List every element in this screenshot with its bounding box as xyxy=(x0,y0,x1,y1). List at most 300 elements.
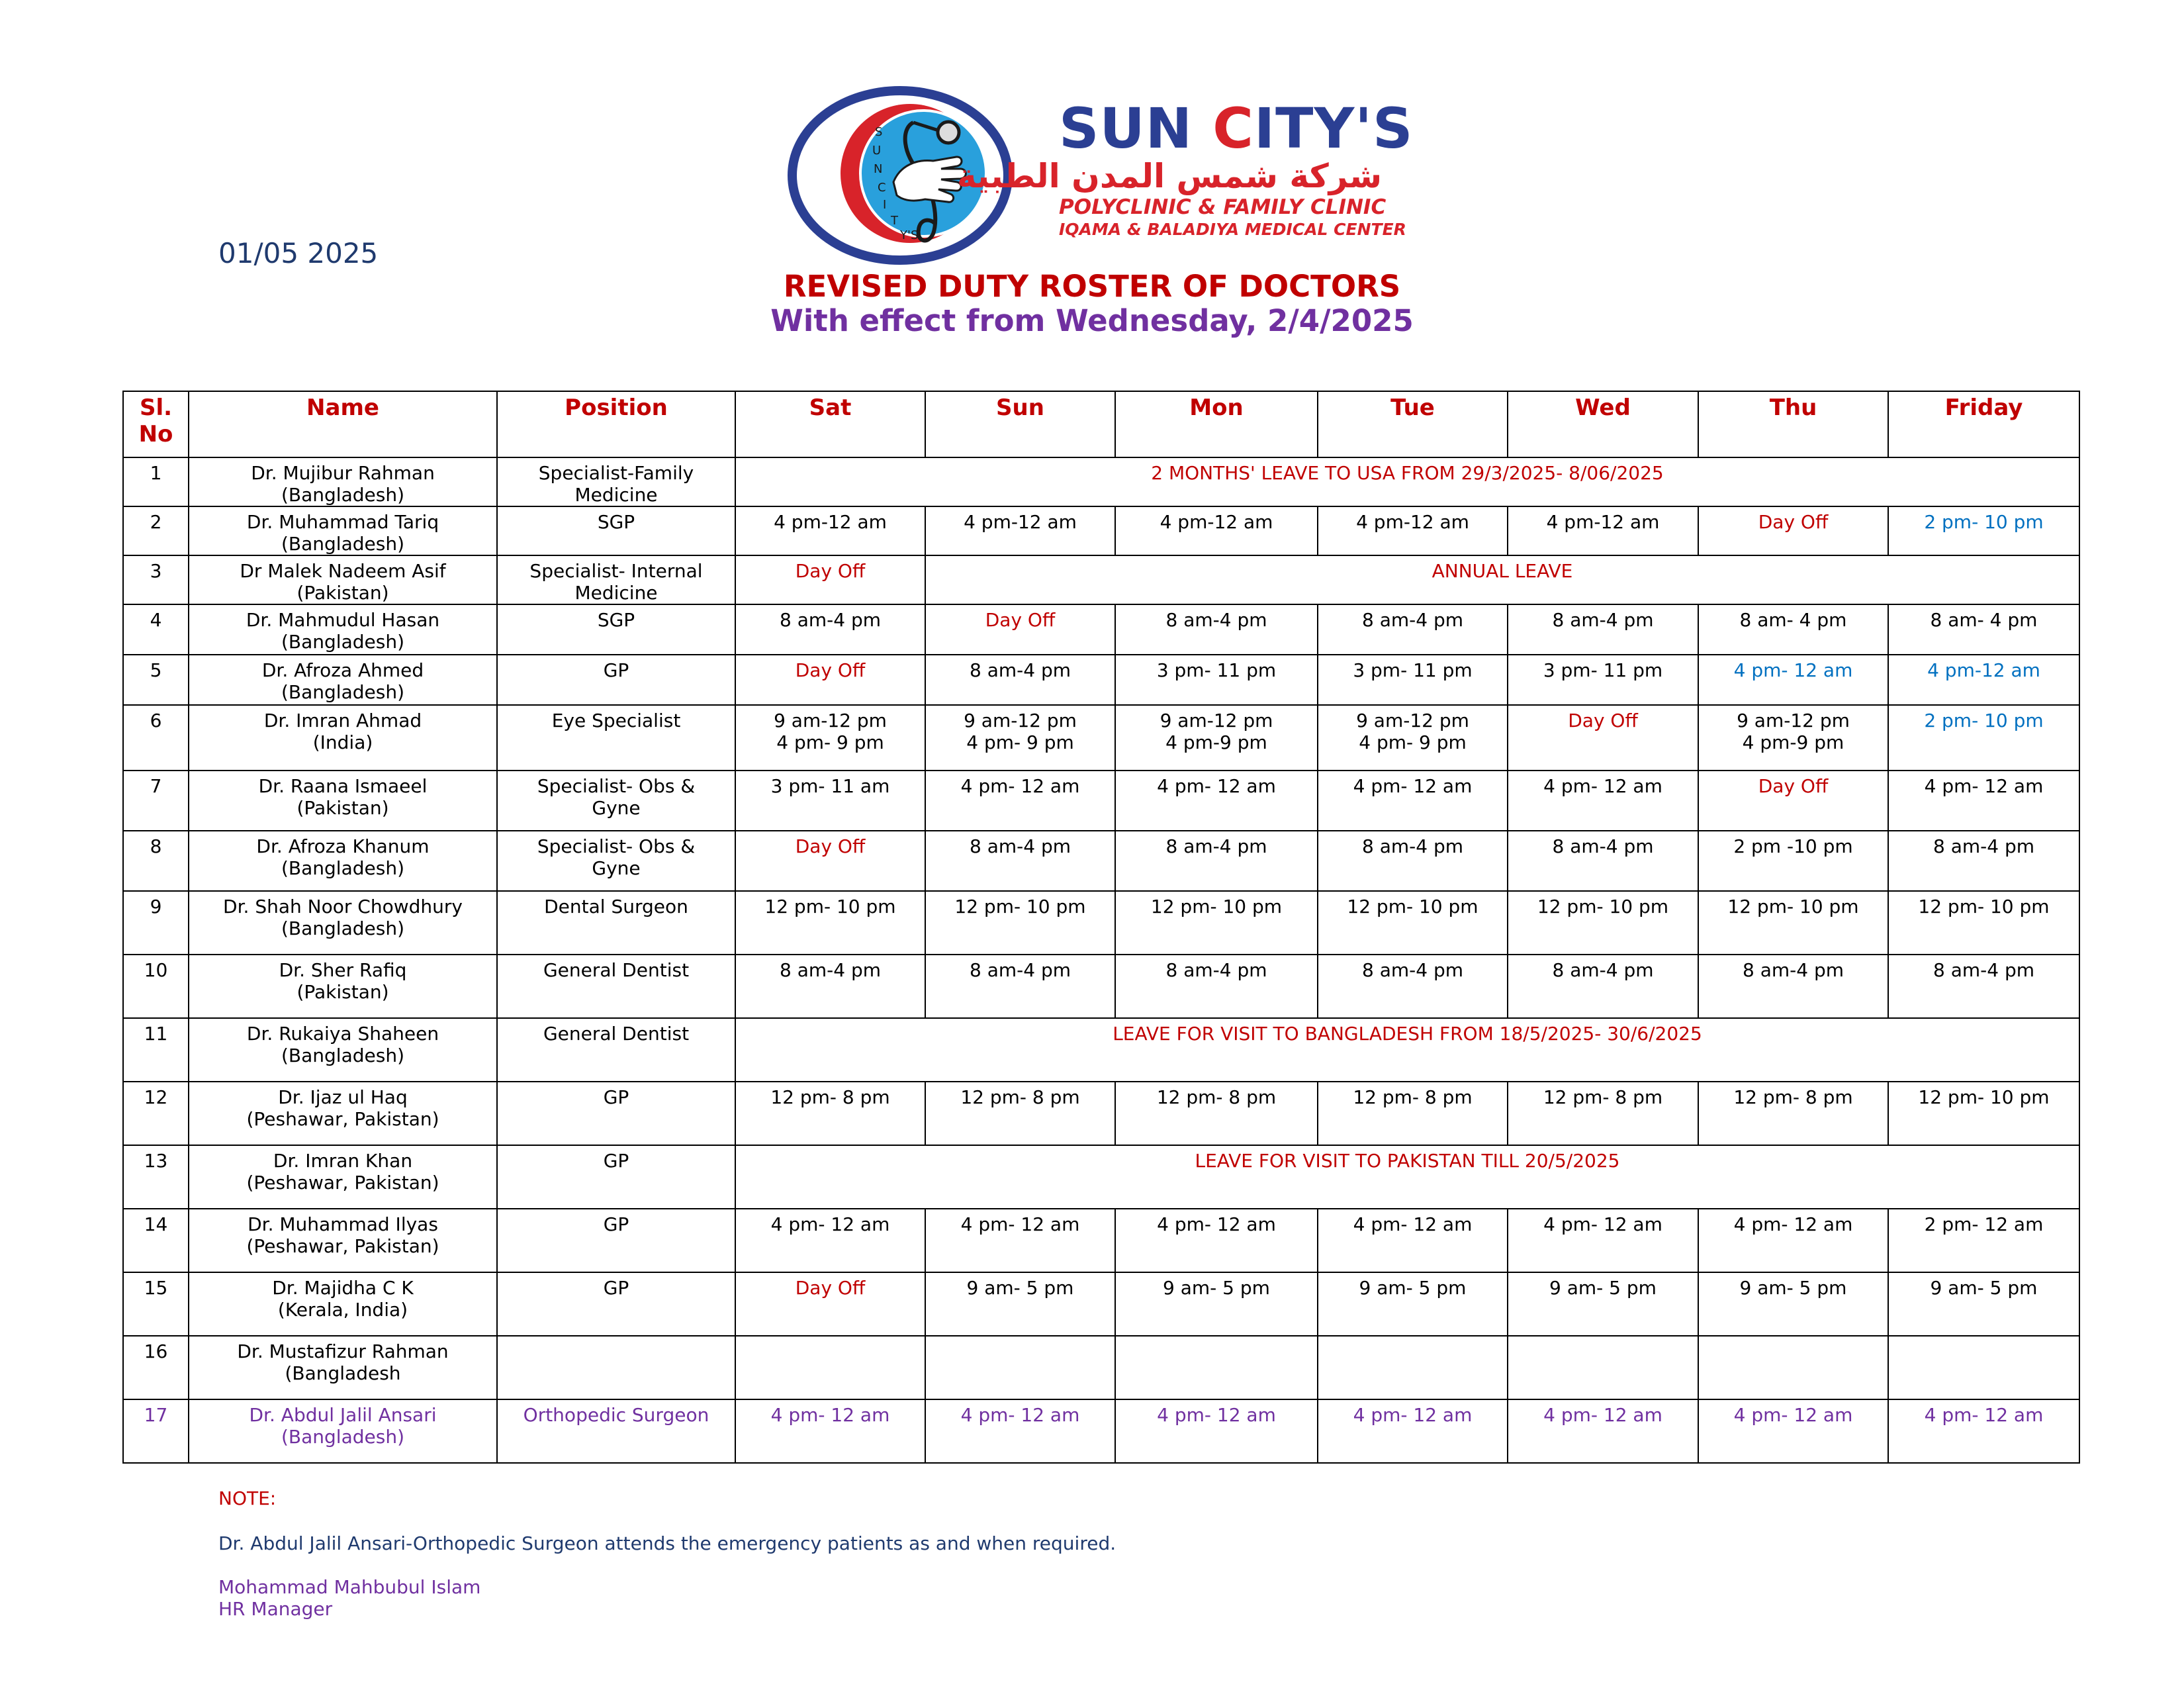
cell-position xyxy=(497,1399,735,1463)
column-header-label: Friday xyxy=(1944,395,2023,421)
column-header-name xyxy=(189,391,497,457)
cell-shift xyxy=(925,831,1115,891)
cell-text: 8 am-4 pm xyxy=(1165,835,1267,857)
cell-position xyxy=(497,604,735,655)
cell-text: Day Off xyxy=(985,609,1056,631)
cell-text: (Pakistan) xyxy=(296,797,389,819)
cell-shift xyxy=(735,1336,925,1399)
cell-position xyxy=(497,457,735,506)
cell-text: Dr. Sher Rafiq xyxy=(279,959,407,981)
cell-position xyxy=(497,555,735,604)
duty-roster-table xyxy=(122,391,2080,1464)
cell-text: LEAVE FOR VISIT TO BANGLADESH FROM 18/5/2025- 30/6/2025 xyxy=(1113,1023,1702,1045)
cell-shift xyxy=(1888,655,2079,705)
cell-text: GP xyxy=(603,659,629,681)
cell-shift xyxy=(735,1272,925,1336)
cell-shift xyxy=(925,655,1115,705)
cell-text: Specialist- Internal xyxy=(529,560,703,582)
cell-text: Dr. Muhammad Tariq xyxy=(246,511,439,533)
cell-text: 12 pm- 10 pm xyxy=(1727,896,1859,917)
cell-sl-no xyxy=(123,891,189,955)
cell-text: 12 pm- 8 pm xyxy=(770,1086,890,1108)
cell-position xyxy=(497,1272,735,1336)
cell-position xyxy=(497,1018,735,1082)
cell-shift xyxy=(1318,604,1508,655)
cell-text: 4 pm-9 pm xyxy=(1165,731,1267,753)
cell-shift xyxy=(1698,891,1888,955)
cell-text: 12 pm- 8 pm xyxy=(1353,1086,1473,1108)
cell-text: 2 pm- 12 am xyxy=(1924,1213,2044,1235)
table-row xyxy=(123,1082,2079,1145)
cell-shift xyxy=(1318,655,1508,705)
cell-doctor-name xyxy=(189,955,497,1018)
cell-shift xyxy=(1888,506,2079,555)
cell-text: 4 pm- 12 am xyxy=(960,1404,1080,1426)
cell-shift xyxy=(925,506,1115,555)
cell-text: Dr. Muhammad Ilyas xyxy=(248,1213,438,1235)
column-header-label: Sun xyxy=(996,395,1044,421)
cell-text: 4 pm- 12 am xyxy=(770,1213,890,1235)
table-row xyxy=(123,1145,2079,1209)
cell-text: 8 am-4 pm xyxy=(1933,959,2034,981)
cell-shift xyxy=(1698,1399,1888,1463)
cell-text: 13 xyxy=(144,1150,168,1172)
cell-text: Specialist- Obs & xyxy=(537,835,696,857)
cell-text: Medicine xyxy=(574,582,658,604)
cell-text: (Pakistan) xyxy=(296,981,389,1003)
emblem-letter: U xyxy=(872,144,882,158)
cell-text: Dr. Imran Khan xyxy=(273,1150,413,1172)
cell-text: 4 pm- 12 am xyxy=(1353,775,1473,797)
cell-text: Day Off xyxy=(795,835,866,857)
cell-shift xyxy=(1318,1082,1508,1145)
cell-text: 8 am-4 pm xyxy=(1552,835,1654,857)
cell-sl-no xyxy=(123,1145,189,1209)
cell-shift xyxy=(1508,955,1698,1018)
cell-text: 17 xyxy=(144,1404,168,1426)
cell-text: Dental Surgeon xyxy=(544,896,688,917)
cell-text: 4 pm- 12 am xyxy=(1733,1213,1853,1235)
cell-shift xyxy=(735,604,925,655)
cell-text: Day Off xyxy=(795,659,866,681)
cell-position xyxy=(497,506,735,555)
cell-text: Dr. Ijaz ul Haq xyxy=(278,1086,408,1108)
cell-text: 4 pm- 12 am xyxy=(960,775,1080,797)
cell-text: LEAVE FOR VISIT TO PAKISTAN TILL 20/5/2025 xyxy=(1195,1150,1620,1172)
cell-text: Gyne xyxy=(592,797,641,819)
cell-position xyxy=(497,1082,735,1145)
cell-doctor-name xyxy=(189,604,497,655)
cell-sl-no xyxy=(123,1209,189,1272)
cell-shift xyxy=(1698,1082,1888,1145)
cell-shift xyxy=(1698,831,1888,891)
column-header-position xyxy=(497,391,735,457)
cell-text: 8 am-4 pm xyxy=(1165,959,1267,981)
column-header-label: Mon xyxy=(1189,395,1244,421)
cell-text: 9 xyxy=(150,896,162,917)
brand-name-part1: SUN xyxy=(1059,96,1213,161)
cell-text: (Kerala, India) xyxy=(277,1299,408,1321)
table-row xyxy=(123,891,2079,955)
cell-text: 4 pm-12 am xyxy=(1927,659,2040,681)
cell-shift xyxy=(925,1082,1115,1145)
cell-text: 6 xyxy=(150,710,162,731)
cell-text: 14 xyxy=(144,1213,168,1235)
cell-text: (Pakistan) xyxy=(296,582,389,604)
cell-shift xyxy=(1508,1272,1698,1336)
cell-text: 4 pm- 9 pm xyxy=(776,731,884,753)
cell-shift xyxy=(1115,1082,1318,1145)
cell-shift xyxy=(735,655,925,705)
cell-shift xyxy=(1698,1272,1888,1336)
cell-text: Specialist- Obs & xyxy=(537,775,696,797)
cell-text: 3 xyxy=(150,560,162,582)
cell-text: 2 pm- 10 pm xyxy=(1924,710,2044,731)
cell-text: 4 pm- 12 am xyxy=(1733,1404,1853,1426)
cell-text: 12 pm- 10 pm xyxy=(954,896,1086,917)
cell-text: 3 pm- 11 pm xyxy=(1543,659,1663,681)
column-header-label: Sat xyxy=(809,395,852,421)
cell-text: (Bangladesh) xyxy=(281,917,404,939)
cell-text: Dr. Mujibur Rahman xyxy=(251,462,435,484)
cell-sl-no xyxy=(123,506,189,555)
cell-text: 8 am-4 pm xyxy=(1361,835,1463,857)
cell-shift xyxy=(1698,506,1888,555)
cell-text: 12 pm- 10 pm xyxy=(1918,1086,2050,1108)
cell-shift xyxy=(735,1082,925,1145)
cell-text: 8 am-4 pm xyxy=(779,959,881,981)
cell-shift xyxy=(1115,655,1318,705)
cell-shift xyxy=(735,831,925,891)
cell-text: 8 am-4 pm xyxy=(1933,835,2034,857)
emblem-letter: Y'S xyxy=(900,228,919,242)
cell-shift xyxy=(1318,1209,1508,1272)
cell-sl-no xyxy=(123,1018,189,1082)
cell-doctor-name xyxy=(189,1018,497,1082)
table-row xyxy=(123,1336,2079,1399)
cell-shift xyxy=(1508,506,1698,555)
cell-sl-no xyxy=(123,1336,189,1399)
cell-text: 4 pm-12 am xyxy=(774,511,887,533)
cell-shift xyxy=(1115,1399,1318,1463)
cell-text: 8 am-4 pm xyxy=(1552,959,1654,981)
cell-doctor-name xyxy=(189,1272,497,1336)
cell-shift xyxy=(1508,604,1698,655)
cell-text: ANNUAL LEAVE xyxy=(1432,560,1573,582)
cell-shift xyxy=(1508,705,1698,771)
cell-shift xyxy=(735,506,925,555)
table-row xyxy=(123,1399,2079,1463)
emblem-letter: C xyxy=(878,181,886,195)
cell-text: 9 am- 5 pm xyxy=(1549,1277,1657,1299)
cell-shift xyxy=(1115,604,1318,655)
cell-text: 9 am- 5 pm xyxy=(1163,1277,1270,1299)
emblem-letter: N xyxy=(874,162,883,176)
cell-sl-no xyxy=(123,655,189,705)
cell-text: 9 am-12 pm xyxy=(1160,710,1273,731)
cell-text: 8 am- 4 pm xyxy=(1739,609,1847,631)
cell-text: 4 pm-12 am xyxy=(964,511,1077,533)
brand-name xyxy=(1059,96,1414,161)
cell-doctor-name xyxy=(189,1336,497,1399)
cell-text: 2 pm -10 pm xyxy=(1733,835,1853,857)
cell-shift xyxy=(1318,705,1508,771)
cell-text: Dr. Afroza Ahmed xyxy=(261,659,424,681)
cell-shift xyxy=(1888,955,2079,1018)
cell-doctor-name xyxy=(189,506,497,555)
cell-shift xyxy=(925,1272,1115,1336)
cell-text: 8 am-4 pm xyxy=(1361,609,1463,631)
cell-shift xyxy=(1508,1082,1698,1145)
cell-text: 9 am- 5 pm xyxy=(966,1277,1074,1299)
cell-sl-no xyxy=(123,1082,189,1145)
table-row xyxy=(123,1018,2079,1082)
cell-text: 4 pm- 12 am xyxy=(1353,1404,1473,1426)
cell-text: Day Off xyxy=(795,1277,866,1299)
cell-text: 3 pm- 11 pm xyxy=(1156,659,1277,681)
brand-subtitle-polyclinic: POLYCLINIC & FAMILY CLINIC xyxy=(1059,195,1387,219)
cell-text: 16 xyxy=(144,1340,168,1362)
cell-shift xyxy=(1115,1336,1318,1399)
cell-shift xyxy=(1115,955,1318,1018)
cell-leave-notice xyxy=(735,457,2079,506)
cell-text: Dr. Imran Ahmad xyxy=(263,710,422,731)
brand-arabic-name: شركة شمس المدن الطبية xyxy=(956,157,1382,195)
table-row xyxy=(123,506,2079,555)
column-header-label: Wed xyxy=(1575,395,1631,421)
cell-text: 8 am-4 pm xyxy=(779,609,881,631)
cell-text: Dr. Mustafizur Rahman xyxy=(237,1340,449,1362)
cell-text: 4 pm- 12 am xyxy=(1924,775,2044,797)
cell-shift xyxy=(735,771,925,831)
cell-text: 4 pm- 12 am xyxy=(960,1213,1080,1235)
cell-shift xyxy=(1888,1336,2079,1399)
cell-shift xyxy=(1508,891,1698,955)
cell-doctor-name xyxy=(189,1145,497,1209)
cell-shift xyxy=(1115,771,1318,831)
duty-roster-body xyxy=(123,457,2079,1463)
cell-text: 9 am- 5 pm xyxy=(1359,1277,1467,1299)
cell-shift xyxy=(925,1209,1115,1272)
cell-text: 4 pm- 9 pm xyxy=(1359,731,1467,753)
cell-text: (Peshawar, Pakistan) xyxy=(246,1108,439,1130)
cell-text: 5 xyxy=(150,659,162,681)
cell-shift xyxy=(735,555,925,604)
cell-leave-notice xyxy=(925,555,2079,604)
cell-text: 12 pm- 10 pm xyxy=(764,896,896,917)
column-header-tue xyxy=(1318,391,1508,457)
document-subtitle: With effect from Wednesday, 2/4/2025 xyxy=(770,303,1414,338)
cell-shift xyxy=(735,1209,925,1272)
cell-text: (Bangladesh) xyxy=(281,533,404,555)
cell-text: 9 am-12 pm xyxy=(1356,710,1469,731)
cell-doctor-name xyxy=(189,831,497,891)
cell-text: 12 pm- 8 pm xyxy=(1156,1086,1277,1108)
cell-text: 9 am-12 pm xyxy=(774,710,887,731)
cell-text: Dr. Raana Ismaeel xyxy=(258,775,428,797)
cell-text: 9 am- 5 pm xyxy=(1739,1277,1847,1299)
cell-text: 4 pm-9 pm xyxy=(1742,731,1844,753)
cell-shift xyxy=(1508,831,1698,891)
cell-shift xyxy=(1508,655,1698,705)
table-row xyxy=(123,831,2079,891)
cell-text: (Bangladesh xyxy=(285,1362,401,1384)
column-header-label: Sl. No xyxy=(138,395,173,447)
cell-text: GP xyxy=(603,1213,629,1235)
cell-shift xyxy=(1888,1272,2079,1336)
cell-shift xyxy=(735,1399,925,1463)
table-row xyxy=(123,1272,2079,1336)
cell-doctor-name xyxy=(189,891,497,955)
cell-text: 8 am-4 pm xyxy=(969,835,1071,857)
cell-shift xyxy=(1888,1209,2079,1272)
table-row xyxy=(123,457,2079,506)
table-row xyxy=(123,1209,2079,1272)
column-header-wed xyxy=(1508,391,1698,457)
table-row xyxy=(123,955,2079,1018)
brand-name-part2: ITY'S xyxy=(1253,96,1414,161)
table-row xyxy=(123,555,2079,604)
cell-text: SGP xyxy=(597,511,635,533)
cell-shift xyxy=(1318,831,1508,891)
cell-text: Day Off xyxy=(1758,511,1829,533)
cell-shift xyxy=(1698,1336,1888,1399)
cell-text: 12 xyxy=(144,1086,168,1108)
cell-text: 4 pm- 12 am xyxy=(1157,1213,1276,1235)
cell-shift xyxy=(1508,1209,1698,1272)
emblem-letter: T xyxy=(891,214,898,228)
table-row xyxy=(123,604,2079,655)
cell-text: 4 pm-12 am xyxy=(1356,511,1469,533)
cell-shift xyxy=(1888,891,2079,955)
cell-shift xyxy=(1698,705,1888,771)
cell-text: GP xyxy=(603,1277,629,1299)
cell-text: Medicine xyxy=(574,484,658,506)
cell-text: 15 xyxy=(144,1277,168,1299)
cell-doctor-name xyxy=(189,457,497,506)
cell-shift xyxy=(925,1399,1115,1463)
column-header-sat xyxy=(735,391,925,457)
cell-text: 8 am-4 pm xyxy=(1552,609,1654,631)
cell-shift xyxy=(1888,771,2079,831)
cell-text: 12 pm- 8 pm xyxy=(1733,1086,1853,1108)
cell-shift xyxy=(1508,771,1698,831)
cell-shift xyxy=(1698,1209,1888,1272)
cell-shift xyxy=(925,1336,1115,1399)
cell-text: 4 pm- 12 am xyxy=(1543,1213,1662,1235)
cell-shift xyxy=(1888,1399,2079,1463)
cell-doctor-name xyxy=(189,705,497,771)
cell-text: 12 pm- 10 pm xyxy=(1537,896,1669,917)
cell-sl-no xyxy=(123,831,189,891)
cell-shift xyxy=(1115,1209,1318,1272)
cell-shift xyxy=(1508,1399,1698,1463)
cell-text: (Bangladesh) xyxy=(281,484,404,506)
cell-text: Dr. Mahmudul Hasan xyxy=(246,609,440,631)
cell-shift xyxy=(1698,655,1888,705)
cell-position xyxy=(497,891,735,955)
note-text: Dr. Abdul Jalil Ansari-Orthopedic Surgeon attends the emergency patients as and when required. xyxy=(218,1532,1116,1554)
cell-text: 12 pm- 8 pm xyxy=(1543,1086,1663,1108)
note-label: NOTE: xyxy=(218,1487,277,1509)
brand-subtitle-medical-center: IQAMA & BALADIYA MEDICAL CENTER xyxy=(1059,220,1406,239)
cell-shift xyxy=(1115,831,1318,891)
cell-doctor-name xyxy=(189,1209,497,1272)
cell-text: General Dentist xyxy=(543,1023,690,1045)
cell-sl-no xyxy=(123,955,189,1018)
cell-text: 4 pm- 12 am xyxy=(1543,775,1662,797)
cell-shift xyxy=(1698,955,1888,1018)
cell-shift xyxy=(925,604,1115,655)
cell-text: 8 xyxy=(150,835,162,857)
cell-shift xyxy=(1318,955,1508,1018)
cell-text: 2 pm- 10 pm xyxy=(1924,511,2044,533)
cell-text: Dr. Abdul Jalil Ansari xyxy=(249,1404,437,1426)
cell-sl-no xyxy=(123,555,189,604)
cell-text: 9 am- 5 pm xyxy=(1930,1277,2038,1299)
cell-text: (Peshawar, Pakistan) xyxy=(246,1235,439,1257)
cell-text: 12 pm- 8 pm xyxy=(960,1086,1080,1108)
cell-text: GP xyxy=(603,1086,629,1108)
cell-text: 8 am-4 pm xyxy=(969,659,1071,681)
cell-text: 12 pm- 10 pm xyxy=(1150,896,1283,917)
cell-text: Dr Malek Nadeem Asif xyxy=(240,560,446,582)
cell-position xyxy=(497,955,735,1018)
cell-text: 8 am- 4 pm xyxy=(1930,609,2038,631)
cell-text: 2 xyxy=(150,511,162,533)
cell-sl-no xyxy=(123,1399,189,1463)
cell-doctor-name xyxy=(189,555,497,604)
signatory-title: HR Manager xyxy=(218,1598,333,1620)
cell-shift xyxy=(1318,891,1508,955)
column-header-thu xyxy=(1698,391,1888,457)
table-row xyxy=(123,771,2079,831)
cell-shift xyxy=(1888,831,2079,891)
column-header-label: Name xyxy=(306,395,379,421)
cell-position xyxy=(497,1145,735,1209)
cell-shift xyxy=(1888,604,2079,655)
cell-position xyxy=(497,655,735,705)
cell-shift xyxy=(1318,1399,1508,1463)
cell-text: 4 pm-12 am xyxy=(1160,511,1273,533)
cell-text: 3 pm- 11 pm xyxy=(1353,659,1473,681)
cell-position xyxy=(497,705,735,771)
cell-text: (Peshawar, Pakistan) xyxy=(246,1172,439,1194)
cell-sl-no xyxy=(123,1272,189,1336)
cell-text: 2 MONTHS' LEAVE TO USA FROM 29/3/2025- 8/06/2025 xyxy=(1151,462,1664,484)
table-row xyxy=(123,705,2079,771)
column-header-label: Position xyxy=(565,395,668,421)
cell-text: Gyne xyxy=(592,857,641,879)
cell-text: 4 pm-12 am xyxy=(1546,511,1660,533)
cell-text: 1 xyxy=(150,462,162,484)
cell-text: GP xyxy=(603,1150,629,1172)
cell-shift xyxy=(1318,1336,1508,1399)
cell-text: General Dentist xyxy=(543,959,690,981)
column-header-mon xyxy=(1115,391,1318,457)
cell-shift xyxy=(1318,1272,1508,1336)
cell-shift xyxy=(1115,506,1318,555)
cell-text: Dr. Rukaiya Shaheen xyxy=(246,1023,439,1045)
column-header-friday xyxy=(1888,391,2079,457)
cell-text: Day Off xyxy=(1568,710,1638,731)
cell-shift xyxy=(925,891,1115,955)
cell-text: (Bangladesh) xyxy=(281,631,404,653)
cell-text: (Bangladesh) xyxy=(281,857,404,879)
cell-text: 12 pm- 10 pm xyxy=(1347,896,1479,917)
cell-shift xyxy=(925,771,1115,831)
cell-shift xyxy=(735,891,925,955)
